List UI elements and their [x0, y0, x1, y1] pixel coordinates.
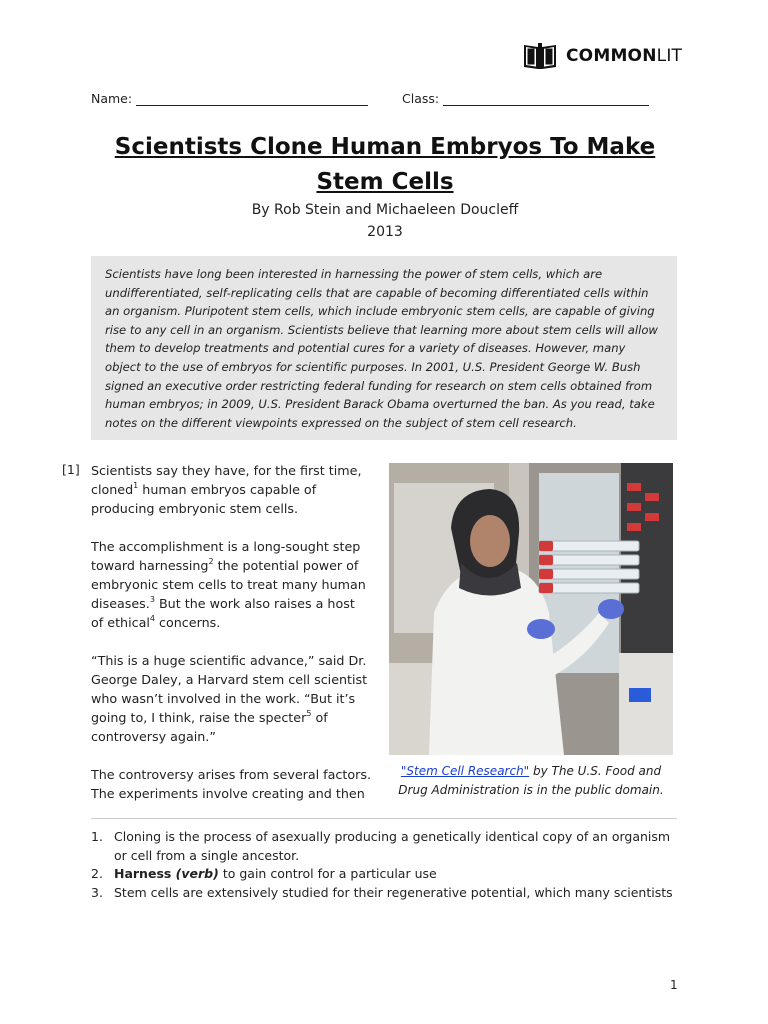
article-year: 2013: [367, 224, 403, 240]
name-blank-line: [136, 93, 368, 106]
class-field: [402, 91, 649, 106]
article-title: Scientists Clone Human Embryos To Make Stem Cells: [114, 134, 656, 195]
commonlit-logo: [522, 42, 682, 70]
byline: [80, 199, 690, 243]
logo-wordmark: COMMONLIT: [566, 46, 683, 66]
footnote-ref-4: 4: [149, 613, 155, 623]
footnote-1: 1. Cloning is the process of asexually producing a genetically identical copy of an organism or cell from a single ancestor.: [91, 829, 671, 863]
lab-scene-illustration: [389, 463, 673, 755]
intro-box: Scientists have long been interested in harnessing the power of stem cells, which are undifferentiated, self-replicating cells that are capable of becoming differentiated cells within an organism. Pluripotent stem cells, which include embryonic stem cells, are capable of giving rise to any cell in an organism. Scientists believe that learning more about stem cells will allow them to develop treatments and potential cures for a variety of diseases. However, many object to the use of embryos for scientific purposes. In 2001, U.S. President George W. Bush signed an executive order restricting federal funding for research on stem cells obtained from human embryos; in 2009, U.S. President Barack Obama overturned the ban. As you read, take notes on the different viewpoints expressed on the subject of stem cell research.: [91, 256, 677, 440]
paragraph-number: [1]: [62, 462, 80, 477]
body-paragraph-1: Scientists say they have, for the first time, cloned$^1$ human embryos capable of producing embryonic stem cells.: [91, 463, 362, 516]
body-paragraph-2: The accomplishment is a long-sought step toward harnessing$^2$ the potential power of embryonic stem cells to treat many human diseases.$^3$ But the work also raises a host of ethical$^4$ concerns.: [91, 539, 366, 630]
footnote-ref-5: 5: [306, 708, 312, 718]
name-label: Name:: [91, 91, 133, 106]
open-book-icon: [522, 42, 558, 70]
footnote-3: 3. Stem cells are extensively studied for their regenerative potential, which many scientists: [91, 884, 673, 900]
name-field: [91, 91, 368, 106]
footnotes: [91, 828, 681, 902]
caption-link[interactable]: "Stem Cell Research": [400, 764, 530, 778]
caption-credit: by The U.S. Food and Drug Administration is in the public domain.: [398, 764, 664, 797]
footnote-2: 2. Harness (verb) to gain control for a particular use: [91, 866, 437, 881]
class-blank-line: [443, 93, 649, 106]
photo-caption: [389, 762, 673, 800]
footnote-ref-3: 3: [149, 594, 155, 604]
class-label: Class:: [402, 91, 440, 106]
body-paragraph-4: The controversy arises from several factors. The experiments involve creating and then: [91, 767, 371, 801]
body-paragraph-3: “This is a huge scientific advance,” said Dr. George Daley, a Harvard stem cell scientist who wasn’t involved in the work. “But it’s going to, I think, raise the specter$^5$ of controversy again.”: [91, 653, 368, 744]
page-number: 1: [670, 978, 678, 992]
footnote-pos: (verb): [171, 866, 219, 881]
stem-cell-research-photo: [389, 463, 673, 755]
footnote-ref-1: 1: [133, 480, 139, 490]
footnote-term: Harness: [114, 866, 172, 881]
footnote-ref-2: 2: [208, 556, 214, 566]
footnote-divider: [91, 818, 677, 819]
article-authors: By Rob Stein and Michaeleen Doucleff: [251, 202, 519, 218]
